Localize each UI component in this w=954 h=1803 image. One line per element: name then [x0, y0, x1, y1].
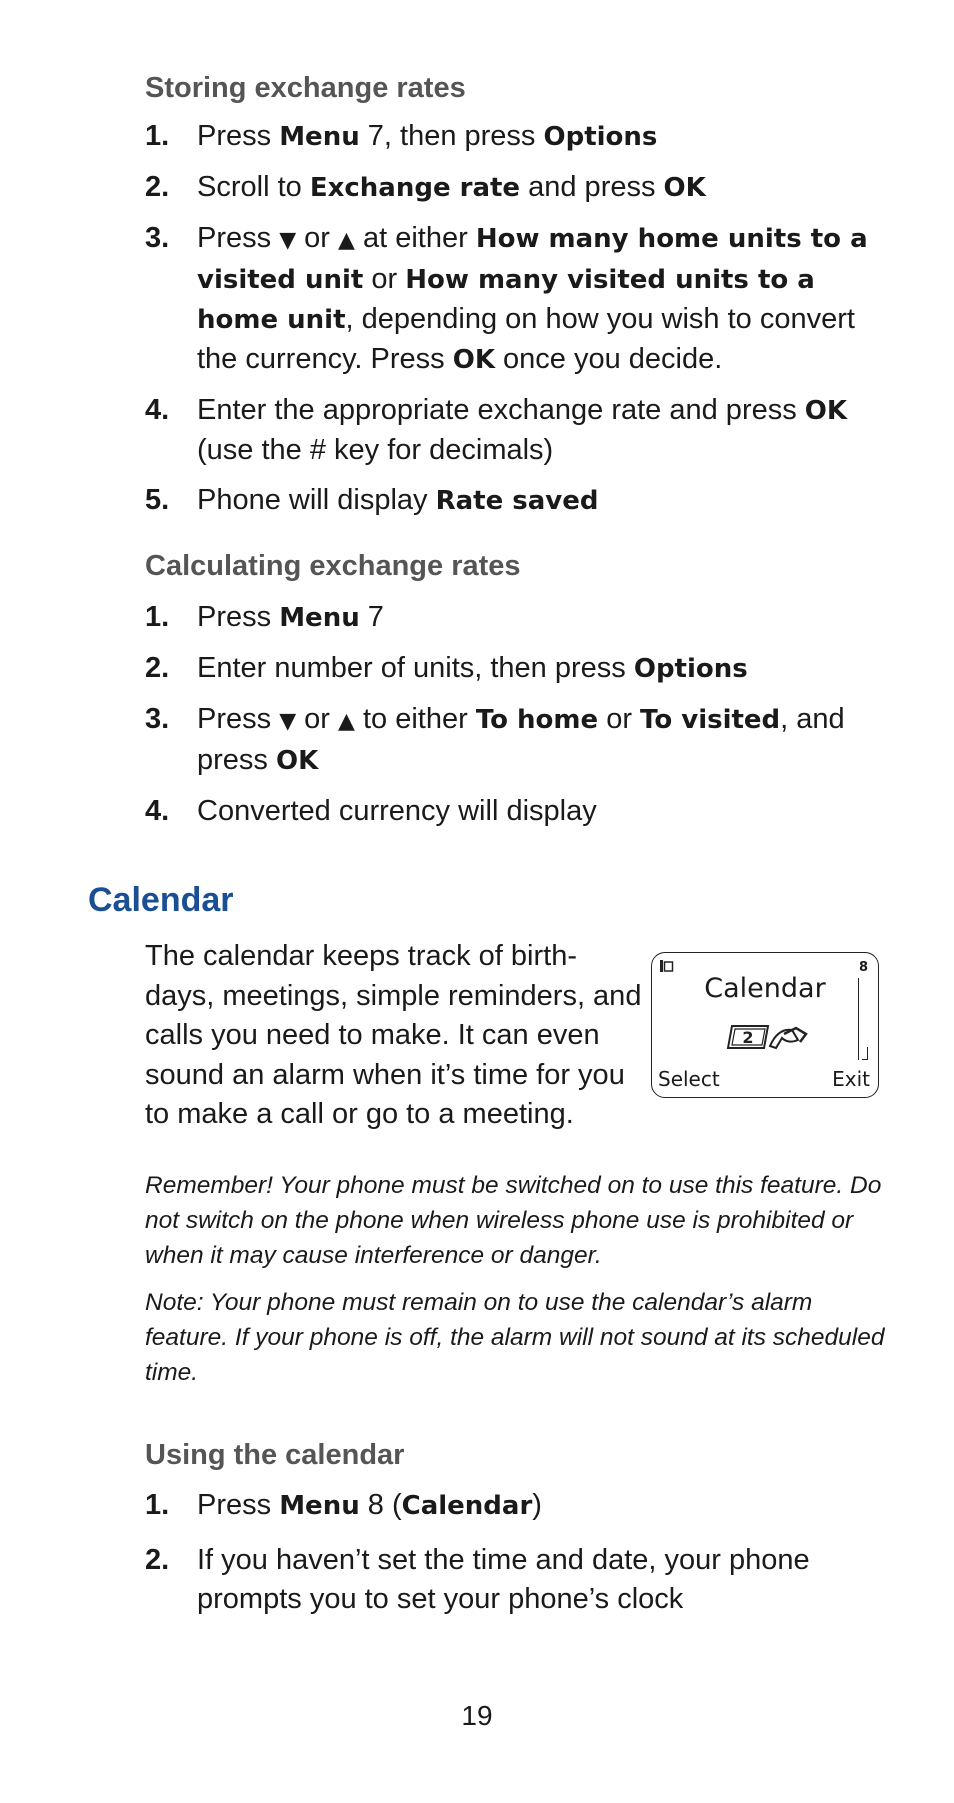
- step-number: 1.: [145, 120, 170, 152]
- key-label: How many home units to a visited unit: [197, 224, 868, 295]
- key-label: OK: [452, 345, 495, 375]
- calendar-icon: [726, 1022, 816, 1054]
- step-number: 1.: [145, 601, 170, 633]
- remember-note: Remember! Your phone must be switched on to use this feature. Do not switch on the phone when wireless phone use is prohibited or when it may cause interference or danger.: [145, 1172, 882, 1269]
- step-text: once you decide.: [494, 343, 723, 375]
- step-text: , depending on how you wish to convert the currency. Press: [197, 303, 855, 375]
- step-item: [145, 1541, 885, 1619]
- page-number: 19: [461, 1700, 493, 1731]
- steps-calculating: [145, 598, 885, 831]
- right-softkey-label: Exit: [832, 1067, 870, 1091]
- calendar-intro: The calendar keeps track of birth-days, meetings, simple reminders, and calls you need to make. It can even sound an alarm when it’s time for you to make a call or go to a meeting.: [145, 940, 642, 1130]
- key-label: Calendar: [401, 1491, 533, 1521]
- signal-icon: [660, 960, 674, 972]
- step-text: If you haven’t set the time and date, your phone prompts you to set your phone’s clock: [197, 1544, 810, 1615]
- step-text: at either: [354, 222, 476, 254]
- step-text: 8 (: [359, 1489, 402, 1521]
- step-text: Press: [197, 120, 280, 152]
- step-text: to either: [354, 703, 476, 735]
- step-text: or: [363, 263, 406, 295]
- step-number: 2.: [145, 652, 170, 684]
- up-arrow-icon: ▲: [338, 709, 355, 734]
- heading-calculating-exchange-rates: Calculating exchange rates: [145, 550, 521, 582]
- key-label: Exchange rate: [309, 173, 521, 203]
- step-text: Enter number of units, then press: [197, 652, 634, 684]
- step-number: 4.: [145, 394, 170, 426]
- battery-indicator: 8: [858, 960, 868, 975]
- key-label: Rate saved: [435, 486, 599, 516]
- step-number: 4.: [145, 795, 170, 827]
- step-text: 7: [359, 601, 384, 633]
- step-text: Phone will display: [197, 484, 436, 516]
- step-number: 2.: [145, 1544, 170, 1576]
- step-text: Press: [197, 1489, 280, 1521]
- step-item: [145, 117, 885, 157]
- key-label: To home: [475, 705, 599, 735]
- step-text: ): [532, 1489, 542, 1521]
- step-item: [145, 481, 885, 521]
- step-item: [145, 598, 885, 638]
- step-item: [145, 700, 885, 781]
- step-item: [145, 1486, 885, 1526]
- step-text: , and press: [197, 703, 845, 776]
- step-number: 1.: [145, 1489, 170, 1521]
- key-label: Options: [633, 654, 748, 684]
- step-text: Scroll to: [197, 171, 310, 203]
- step-item: [145, 649, 885, 689]
- key-label: Menu: [279, 122, 360, 152]
- step-text: 7, then press: [359, 120, 544, 152]
- heading-using-the-calendar: Using the calendar: [145, 1439, 405, 1471]
- step-number: 5.: [145, 484, 170, 516]
- step-number: 3.: [145, 222, 170, 254]
- key-label: Menu: [279, 1491, 360, 1521]
- down-arrow-icon: ▼: [279, 709, 297, 734]
- step-number: 3.: [145, 703, 170, 735]
- step-text: Converted currency will display: [197, 795, 597, 827]
- step-item: [145, 391, 885, 470]
- svg-text:2: 2: [742, 1028, 754, 1047]
- up-arrow-icon: ▲: [338, 228, 355, 253]
- step-text: Press: [197, 703, 280, 735]
- alarm-note: Note: Your phone must remain on to use the calendar’s alarm feature. If your phone is off, the alarm will not sound at its scheduled time.: [145, 1289, 885, 1386]
- step-item: [145, 168, 885, 208]
- step-text: Press: [197, 601, 280, 633]
- key-label: OK: [804, 396, 848, 426]
- key-label: Options: [543, 122, 658, 152]
- heading-storing-exchange-rates: Storing exchange rates: [145, 72, 466, 104]
- key-label: OK: [663, 173, 706, 203]
- screen-title: Calendar: [704, 973, 826, 1004]
- step-text: (use the # key for decimals): [197, 434, 554, 466]
- key-label: OK: [275, 746, 319, 776]
- down-arrow-icon: ▼: [279, 228, 297, 253]
- step-text: or: [296, 222, 339, 254]
- left-softkey-label: Select: [658, 1067, 720, 1091]
- section-title-calendar: Calendar: [88, 881, 234, 919]
- phone-screen-calendar: [651, 952, 879, 1098]
- step-text: Enter the appropriate exchange rate and press: [197, 394, 805, 426]
- key-label: To visited: [640, 705, 781, 735]
- step-text: or: [296, 703, 339, 735]
- steps-using-calendar: [145, 1486, 885, 1619]
- step-item: [145, 219, 885, 380]
- step-text: or: [598, 703, 641, 735]
- step-number: 2.: [145, 171, 170, 203]
- step-text: Press: [197, 222, 280, 254]
- step-text: and press: [520, 171, 664, 203]
- key-label: How many visited units to a home unit: [197, 265, 815, 335]
- step-item: [145, 792, 885, 831]
- key-label: Menu: [279, 603, 360, 633]
- steps-storing: [145, 117, 885, 521]
